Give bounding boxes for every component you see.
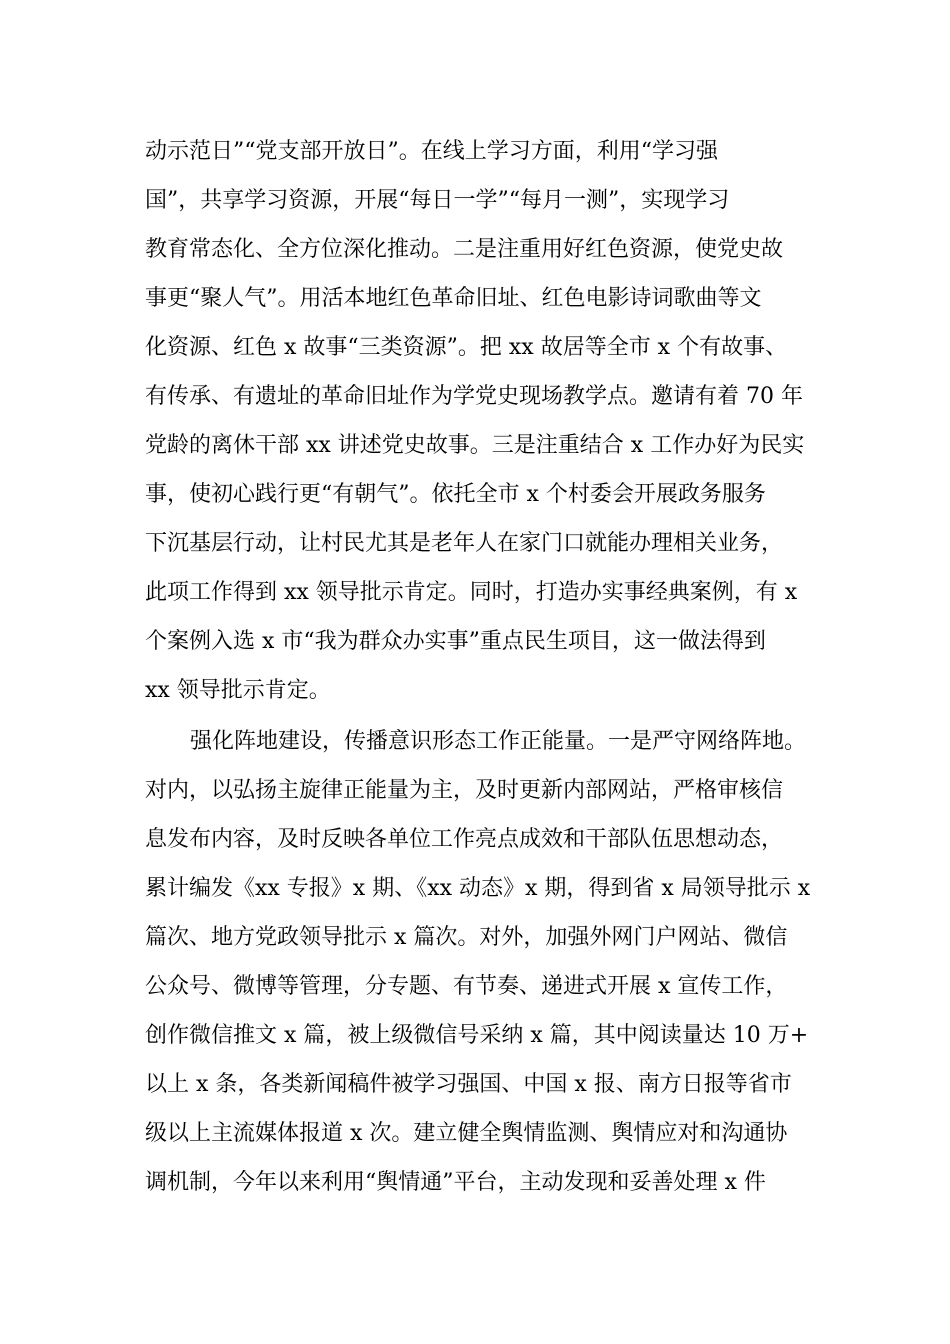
text-line: xx 领导批示肯定。 — [145, 678, 331, 703]
text-line: 动示范日”“党支部开放日”。在线上学习方面，利用“学习强 — [145, 139, 718, 164]
text-line: 党龄的离休干部 xx 讲述党史故事。三是注重结合 x 工作办好为民实 — [145, 433, 805, 458]
text-line: 调机制，今年以来利用“舆情通”平台，主动发现和妥善处理 x 件 — [145, 1170, 766, 1195]
text-line: 公众号、微博等管理，分专题、有节奏、递进式开展 x 宣传工作， — [145, 974, 788, 999]
text-line: 篇次、地方党政领导批示 x 篇次。对外，加强外网门户网站、微信 — [145, 925, 788, 950]
text-line: 国”，共享学习资源，开展“每日一学”“每月一测”，实现学习 — [145, 188, 730, 213]
text-line: 以上 x 条，各类新闻稿件被学习强国、中国 x 报、南方日报等省市 — [145, 1072, 792, 1097]
text-line: 下沉基层行动，让村民尤其是老年人在家门口就能办理相关业务， — [145, 531, 784, 556]
text-line: 事更“聚人气”。用活本地红色革命旧址、红色电影诗词歌曲等文 — [145, 286, 762, 311]
text-line: 个案例入选 x 市“我为群众办实事”重点民生项目，这一做法得到 — [145, 629, 766, 654]
text-line: 此项工作得到 xx 领导批示肯定。同时，打造办实事经典案例，有 x — [145, 580, 798, 605]
paragraph-first-line: 强化阵地建设，传播意识形态工作正能量。一是严守网络阵地。 — [190, 729, 807, 754]
text-line: 对内，以弘扬主旋律正能量为主，及时更新内部网站，严格审核信 — [145, 778, 784, 803]
text-line: 事，使初心践行更“有朝气”。依托全市 x 个村委会开展政务服务 — [145, 482, 766, 507]
text-line: 有传承、有遗址的革命旧址作为学党史现场教学点。邀请有着 70 年 — [145, 384, 803, 409]
text-line: 化资源、红色 x 故事“三类资源”。把 xx 故居等全市 x 个有故事、 — [145, 335, 788, 360]
text-line: 息发布内容，及时反映各单位工作亮点成效和干部队伍思想动态， — [145, 827, 784, 852]
text-line: 级以上主流媒体报道 x 次。建立健全舆情监测、舆情应对和沟通协 — [145, 1121, 788, 1146]
text-line: 教育常态化、全方位深化推动。二是注重用好红色资源，使党史故 — [145, 237, 784, 262]
text-line: 累计编发《xx 专报》x 期、《xx 动态》x 期，得到省 x 局领导批示 x — [145, 876, 811, 901]
text-line: 创作微信推文 x 篇，被上级微信号采纳 x 篇，其中阅读量达 10 万+ — [145, 1023, 809, 1048]
